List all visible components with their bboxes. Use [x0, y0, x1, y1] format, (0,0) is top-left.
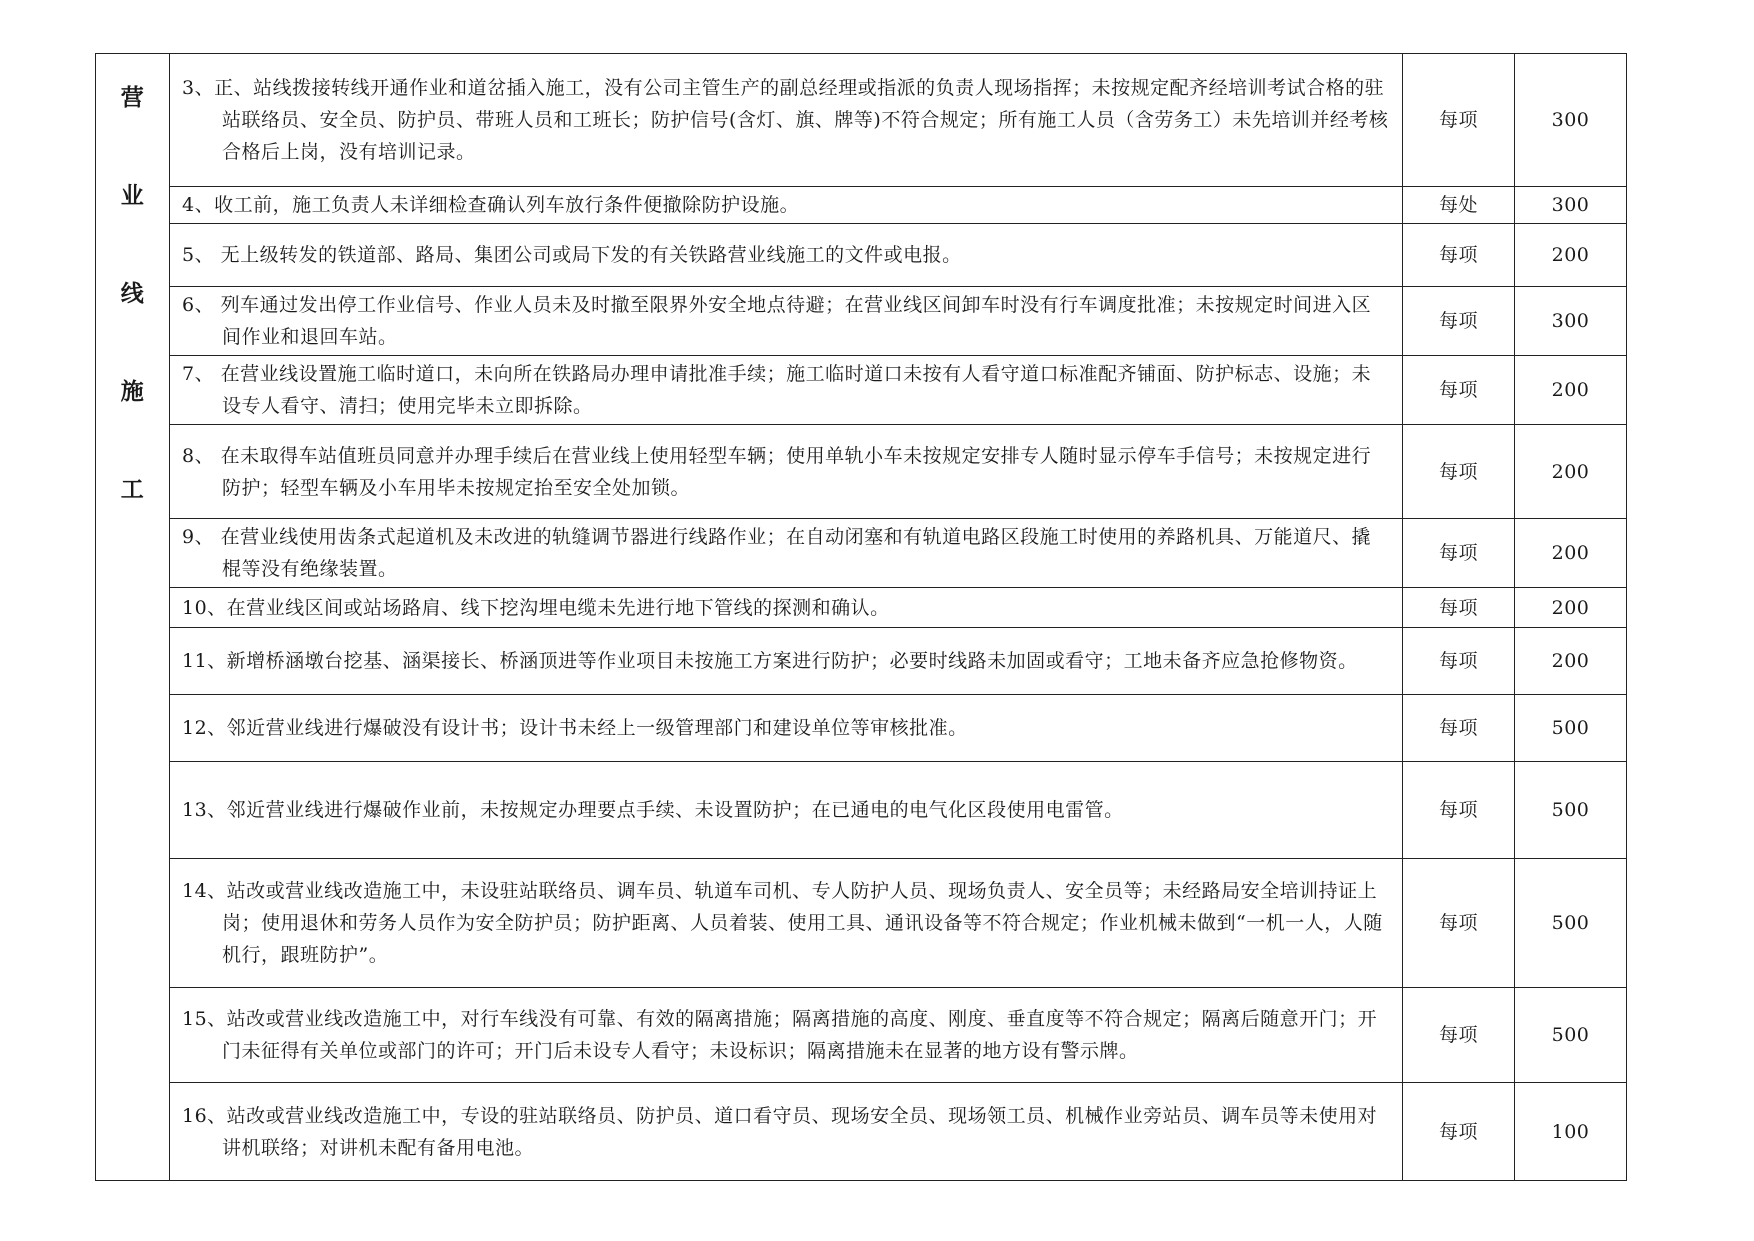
item-unit: 每项	[1403, 356, 1515, 425]
table-row	[96, 425, 1627, 519]
item-description-cell	[170, 187, 1403, 224]
item-description: 5、 无上级转发的铁道部、路局、集团公司或局下发的有关铁路营业线施工的文件或电报。	[182, 244, 962, 266]
item-unit: 每项	[1403, 695, 1515, 762]
table-row	[96, 762, 1627, 859]
item-description: 7、 在营业线设置施工临时道口，未向所在铁路局办理申请批准手续；施工临时道口未按有人看守道口标准配齐铺面、防护标志、设施；未设专人看守、清扫；使用完毕未立即拆除。	[182, 363, 1372, 417]
category-char: 营	[120, 85, 145, 111]
category-char: 工	[120, 477, 145, 503]
table-row	[96, 187, 1627, 224]
category-cell	[96, 54, 170, 1181]
table-row	[96, 695, 1627, 762]
item-description: 11、新增桥涵墩台挖基、涵渠接长、桥涵顶进等作业项目未按施工方案进行防护；必要时线路未加固或看守；工地未备齐应急抢修物资。	[182, 650, 1358, 672]
item-description: 12、邻近营业线进行爆破没有设计书；设计书未经上一级管理部门和建设单位等审核批准。	[182, 717, 968, 739]
item-amount: 200	[1515, 519, 1627, 588]
category-char: 线	[120, 281, 145, 307]
item-description: 16、站改或营业线改造施工中，专设的驻站联络员、防护员、道口看守员、现场安全员、现场领工员、机械作业旁站员、调车员等未使用对讲机联络；对讲机未配有备用电池。	[182, 1104, 1378, 1159]
table-row	[96, 356, 1627, 425]
item-unit: 每项	[1403, 988, 1515, 1083]
item-description: 6、 列车通过发出停工作业信号、作业人员未及时撤至限界外安全地点待避；在营业线区间卸车时没有行车调度批准；未按规定时间进入区间作业和退回车站。	[182, 294, 1372, 348]
item-unit: 每项	[1403, 628, 1515, 695]
item-unit: 每项	[1403, 762, 1515, 859]
table-row	[96, 54, 1627, 187]
category-label	[96, 54, 169, 574]
item-unit: 每项	[1403, 287, 1515, 356]
item-description: 15、站改或营业线改造施工中，对行车线没有可靠、有效的隔离措施；隔离措施的高度、刚度、垂直度等不符合规定；隔离后随意开门；开门未征得有关单位或部门的许可；开门后未设专人看守；未设标识；隔离措施未在显著的地方设有警示牌。	[182, 1008, 1378, 1062]
item-description: 8、 在未取得车站值班员同意并办理手续后在营业线上使用轻型车辆；使用单轨小车未按规定安排专人随时显示停车手信号；未按规定进行防护；轻型车辆及小车用毕未按规定抬至安全处加锁。	[182, 444, 1372, 499]
item-description-cell	[170, 224, 1403, 287]
item-description-cell	[170, 859, 1403, 988]
item-description: 13、邻近营业线进行爆破作业前，未按规定办理要点手续、未设置防护；在已通电的电气化区段使用电雷管。	[182, 799, 1124, 821]
table-row	[96, 859, 1627, 988]
item-unit: 每项	[1403, 425, 1515, 519]
item-amount: 100	[1515, 1083, 1627, 1181]
item-unit: 每项	[1403, 519, 1515, 588]
table-row	[96, 988, 1627, 1083]
item-unit: 每项	[1403, 859, 1515, 988]
table-row	[96, 287, 1627, 356]
table-row	[96, 519, 1627, 588]
category-char: 施	[120, 379, 145, 405]
item-amount: 500	[1515, 762, 1627, 859]
item-amount: 500	[1515, 988, 1627, 1083]
item-amount: 300	[1515, 187, 1627, 224]
table-row	[96, 1083, 1627, 1181]
item-description: 3、正、站线拨接转线开通作业和道岔插入施工，没有公司主管生产的副总经理或指派的负责人现场指挥；未按规定配齐经培训考试合格的驻站联络员、安全员、防护员、带班人员和工班长；防护信号(含灯、旗、牌等)不符合规定；所有施工人员（含劳务工）未先培训并经考核合格后上岗，没有培训记录。	[182, 77, 1389, 163]
item-description: 9、 在营业线使用齿条式起道机及未改进的轨缝调节器进行线路作业；在自动闭塞和有轨道电路区段施工时使用的养路机具、万能道尺、撬棍等没有绝缘装置。	[182, 526, 1372, 580]
item-amount: 200	[1515, 628, 1627, 695]
item-description-cell	[170, 287, 1403, 356]
item-description-cell	[170, 695, 1403, 762]
table-row	[96, 224, 1627, 287]
item-unit: 每项	[1403, 1083, 1515, 1181]
item-amount: 300	[1515, 54, 1627, 187]
item-amount: 200	[1515, 588, 1627, 628]
item-amount: 200	[1515, 224, 1627, 287]
table-row	[96, 588, 1627, 628]
item-unit: 每项	[1403, 54, 1515, 187]
item-description-cell	[170, 425, 1403, 519]
item-amount: 300	[1515, 287, 1627, 356]
item-description: 14、站改或营业线改造施工中，未设驻站联络员、调车员、轨道车司机、专人防护人员、现场负责人、安全员等；未经路局安全培训持证上岗；使用退休和劳务人员作为安全防护员；防护距离、人员着装、使用工具、通讯设备等不符合规定；作业机械未做到“一机一人，人随机行，跟班防护”。	[182, 880, 1383, 966]
item-unit: 每项	[1403, 588, 1515, 628]
item-description: 10、在营业线区间或站场路肩、线下挖沟埋电缆未先进行地下管线的探测和确认。	[182, 596, 890, 619]
item-unit: 每处	[1403, 187, 1515, 224]
category-char: 业	[120, 183, 145, 209]
item-description-cell	[170, 988, 1403, 1083]
item-unit: 每项	[1403, 224, 1515, 287]
item-description-cell	[170, 762, 1403, 859]
item-amount: 500	[1515, 695, 1627, 762]
item-description-cell	[170, 1083, 1403, 1181]
item-amount: 200	[1515, 425, 1627, 519]
item-description-cell	[170, 519, 1403, 588]
item-description-cell	[170, 588, 1403, 628]
item-amount: 200	[1515, 356, 1627, 425]
item-description-cell	[170, 54, 1403, 187]
item-description: 4、收工前，施工负责人未详细检查确认列车放行条件便撤除防护设施。	[182, 194, 800, 216]
penalty-table	[95, 53, 1627, 1181]
item-amount: 500	[1515, 859, 1627, 988]
penalty-table-body	[96, 54, 1627, 1181]
table-row	[96, 628, 1627, 695]
item-description-cell	[170, 628, 1403, 695]
item-description-cell	[170, 356, 1403, 425]
